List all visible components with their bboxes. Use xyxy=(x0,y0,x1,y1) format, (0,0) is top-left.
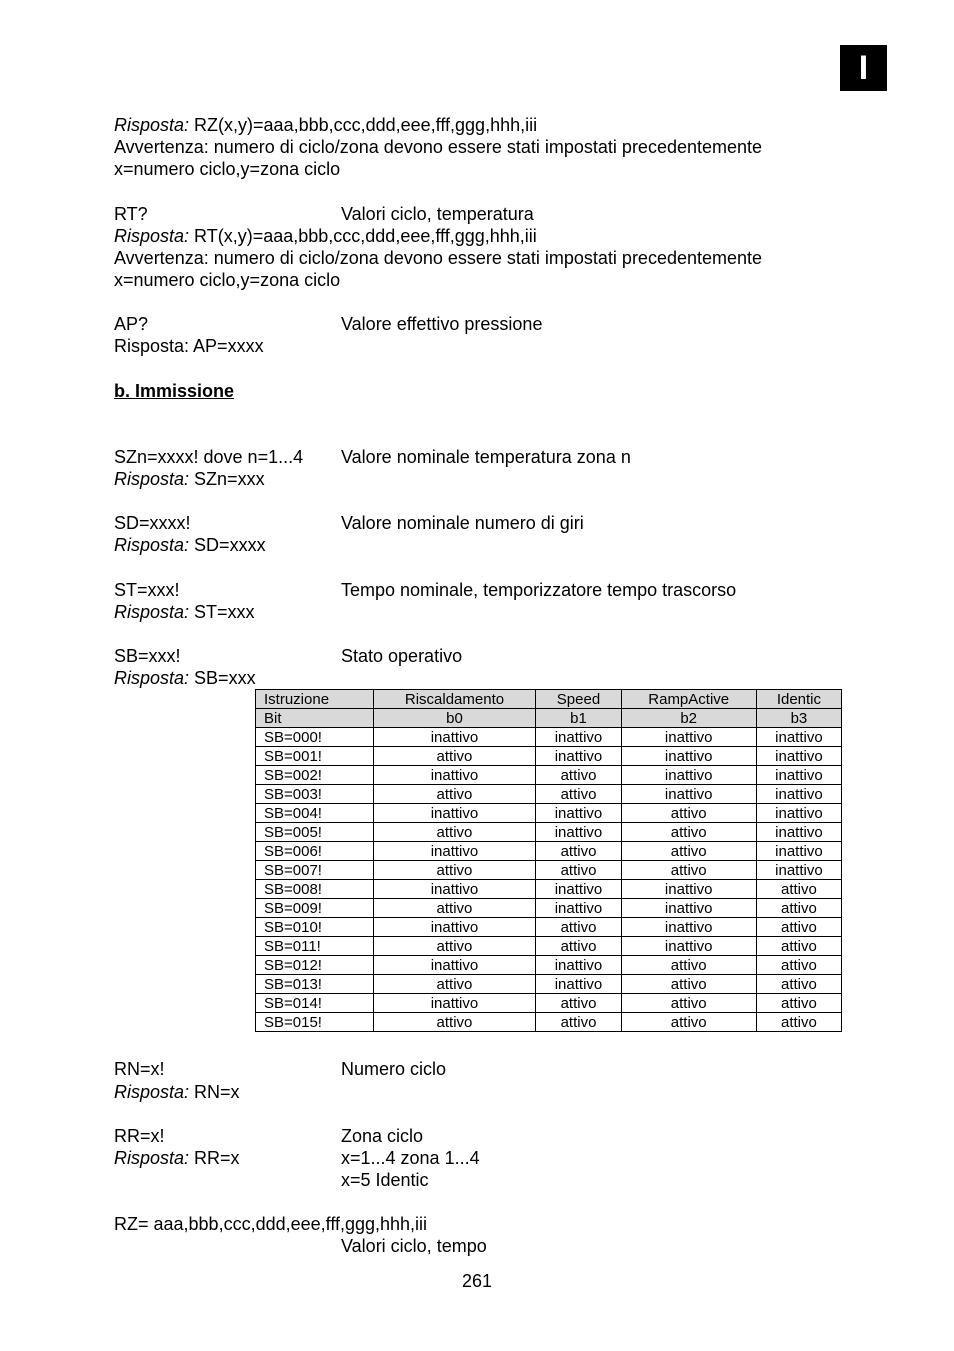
table-row xyxy=(256,994,842,1013)
state-cell: inattivo xyxy=(756,804,841,823)
response-value: RZ(x,y)=aaa,bbb,ccc,ddd,eee,fff,ggg,hhh,iii xyxy=(189,115,538,135)
rz-set-description: Valori ciclo, tempo xyxy=(341,1236,487,1256)
state-cell: attivo xyxy=(621,861,756,880)
header-cell: Speed xyxy=(536,690,621,709)
instruction-cell: SB=015! xyxy=(256,1013,374,1032)
state-cell: attivo xyxy=(373,785,536,804)
state-cell: attivo xyxy=(373,975,536,994)
state-cell: inattivo xyxy=(536,899,621,918)
state-cell: inattivo xyxy=(756,728,841,747)
rt-xy-note: x=numero ciclo,y=zona ciclo xyxy=(114,270,341,290)
szn-command: SZn=xxxx! dove n=1...4 xyxy=(114,447,304,467)
state-cell: inattivo xyxy=(756,861,841,880)
state-cell: inattivo xyxy=(621,880,756,899)
state-cell: inattivo xyxy=(756,785,841,804)
bit-cell: b2 xyxy=(621,709,756,728)
rt-response xyxy=(114,225,537,247)
szn-response xyxy=(114,468,265,490)
instruction-cell: SB=003! xyxy=(256,785,374,804)
state-cell: inattivo xyxy=(373,728,536,747)
state-cell: attivo xyxy=(536,842,621,861)
state-cell: inattivo xyxy=(536,747,621,766)
state-cell: attivo xyxy=(373,1013,536,1032)
state-cell: attivo xyxy=(536,1013,621,1032)
state-cell: attivo xyxy=(756,975,841,994)
instruction-cell: SB=007! xyxy=(256,861,374,880)
instruction-cell: SB=014! xyxy=(256,994,374,1013)
state-cell: inattivo xyxy=(373,918,536,937)
sb-command: SB=xxx! xyxy=(114,646,181,666)
state-cell: inattivo xyxy=(536,975,621,994)
instruction-cell: SB=000! xyxy=(256,728,374,747)
instruction-cell: SB=013! xyxy=(256,975,374,994)
table-row xyxy=(256,728,842,747)
instruction-cell: SB=010! xyxy=(256,918,374,937)
table-row xyxy=(256,899,842,918)
rz-response xyxy=(114,114,537,136)
state-cell: attivo xyxy=(373,823,536,842)
state-cell: attivo xyxy=(373,861,536,880)
table-row xyxy=(256,880,842,899)
table-row xyxy=(256,842,842,861)
state-cell: inattivo xyxy=(373,880,536,899)
sb-description: Stato operativo xyxy=(341,646,463,666)
rt-description: Valori ciclo, temperatura xyxy=(341,204,534,224)
state-cell: attivo xyxy=(621,975,756,994)
state-cell: attivo xyxy=(373,899,536,918)
instruction-cell: SB=008! xyxy=(256,880,374,899)
rz-xy-note: x=numero ciclo,y=zona ciclo xyxy=(114,159,341,179)
response-label: Risposta: xyxy=(114,602,190,622)
state-cell: attivo xyxy=(536,994,621,1013)
state-cell: inattivo xyxy=(621,747,756,766)
response-value: RN=x xyxy=(189,1082,240,1102)
state-cell: attivo xyxy=(621,804,756,823)
state-cell: inattivo xyxy=(756,747,841,766)
rr-command: RR=x! xyxy=(114,1126,165,1146)
st-response xyxy=(114,601,255,623)
response-label: Risposta: xyxy=(114,469,190,489)
state-cell: inattivo xyxy=(621,785,756,804)
state-cell: attivo xyxy=(756,937,841,956)
header-cell: Riscaldamento xyxy=(373,690,536,709)
instruction-cell: SB=012! xyxy=(256,956,374,975)
st-command: ST=xxx! xyxy=(114,580,180,600)
state-cell: inattivo xyxy=(621,918,756,937)
state-cell: inattivo xyxy=(536,880,621,899)
table-row xyxy=(256,975,842,994)
rn-description: Numero ciclo xyxy=(341,1059,447,1079)
state-cell: attivo xyxy=(756,994,841,1013)
response-value: ST=xxx xyxy=(189,602,255,622)
instruction-cell: SB=005! xyxy=(256,823,374,842)
state-cell: attivo xyxy=(756,956,841,975)
state-cell: attivo xyxy=(536,937,621,956)
table-row xyxy=(256,861,842,880)
response-value: SD=xxxx xyxy=(189,535,266,555)
sd-command: SD=xxxx! xyxy=(114,513,191,533)
page-number: 261 xyxy=(461,1271,493,1291)
table-row xyxy=(256,823,842,842)
bit-cell: b0 xyxy=(373,709,536,728)
header-cell: Istruzione xyxy=(256,690,374,709)
state-cell: attivo xyxy=(536,766,621,785)
rr-x5-note: x=5 Identic xyxy=(341,1170,429,1190)
response-value: SB=xxx xyxy=(189,668,256,688)
rr-x-range-note: x=1...4 zona 1...4 xyxy=(341,1148,480,1168)
szn-description: Valore nominale temperatura zona n xyxy=(341,447,631,467)
state-cell: attivo xyxy=(536,785,621,804)
state-cell: attivo xyxy=(756,880,841,899)
bit-cell: b1 xyxy=(536,709,621,728)
state-cell: inattivo xyxy=(536,823,621,842)
state-cell: attivo xyxy=(621,842,756,861)
state-cell: inattivo xyxy=(373,804,536,823)
table-row xyxy=(256,1013,842,1032)
state-cell: inattivo xyxy=(536,956,621,975)
table-header-row xyxy=(256,690,842,709)
state-cell: attivo xyxy=(621,956,756,975)
state-cell: attivo xyxy=(756,899,841,918)
state-cell: inattivo xyxy=(536,804,621,823)
rt-command: RT? xyxy=(114,204,148,224)
sb-status-table xyxy=(255,689,842,1032)
table-row xyxy=(256,804,842,823)
ap-response: Risposta: AP=xxxx xyxy=(114,336,264,356)
st-description: Tempo nominale, temporizzatore tempo trascorso xyxy=(341,580,737,600)
ap-command: AP? xyxy=(114,314,149,334)
state-cell: attivo xyxy=(373,937,536,956)
table-row xyxy=(256,747,842,766)
state-cell: attivo xyxy=(536,861,621,880)
instruction-cell: SB=006! xyxy=(256,842,374,861)
instruction-cell: SB=004! xyxy=(256,804,374,823)
rr-response xyxy=(114,1147,240,1169)
table-row xyxy=(256,785,842,804)
response-label: Risposta: xyxy=(114,535,190,555)
state-cell: attivo xyxy=(756,918,841,937)
state-cell: inattivo xyxy=(621,899,756,918)
rz-warning: Avvertenza: numero di ciclo/zona devono essere stati impostati precedentemente xyxy=(114,137,763,157)
response-label: Risposta: xyxy=(114,668,190,688)
bit-cell: b3 xyxy=(756,709,841,728)
language-tab-marker: I xyxy=(840,45,887,91)
table-row xyxy=(256,937,842,956)
response-label: Risposta: xyxy=(114,1148,190,1168)
table-bit-row xyxy=(256,709,842,728)
state-cell: attivo xyxy=(756,1013,841,1032)
state-cell: inattivo xyxy=(373,956,536,975)
rn-response xyxy=(114,1081,240,1103)
state-cell: inattivo xyxy=(536,728,621,747)
instruction-cell: SB=011! xyxy=(256,937,374,956)
sd-response xyxy=(114,534,266,556)
section-heading: b. Immissione xyxy=(114,381,235,401)
response-label: Risposta: xyxy=(114,1082,190,1102)
state-cell: inattivo xyxy=(621,937,756,956)
state-cell: attivo xyxy=(621,994,756,1013)
table-row xyxy=(256,766,842,785)
state-cell: inattivo xyxy=(621,728,756,747)
state-cell: inattivo xyxy=(373,842,536,861)
response-label: Risposta: xyxy=(114,226,190,246)
response-value: RR=x xyxy=(189,1148,240,1168)
state-cell: inattivo xyxy=(756,842,841,861)
rz-set-command: RZ= aaa,bbb,ccc,ddd,eee,fff,ggg,hhh,iii xyxy=(114,1214,428,1234)
header-cell: Identic xyxy=(756,690,841,709)
state-cell: inattivo xyxy=(373,766,536,785)
table-row xyxy=(256,918,842,937)
state-cell: inattivo xyxy=(756,823,841,842)
rr-description: Zona ciclo xyxy=(341,1126,424,1146)
state-cell: inattivo xyxy=(756,766,841,785)
response-label: Risposta: xyxy=(114,115,190,135)
instruction-cell: SB=009! xyxy=(256,899,374,918)
bit-cell: Bit xyxy=(256,709,374,728)
rn-command: RN=x! xyxy=(114,1059,165,1079)
state-cell: attivo xyxy=(621,1013,756,1032)
state-cell: attivo xyxy=(536,918,621,937)
response-value: SZn=xxx xyxy=(189,469,265,489)
sd-description: Valore nominale numero di giri xyxy=(341,513,584,533)
ap-description: Valore effettivo pressione xyxy=(341,314,543,334)
state-cell: attivo xyxy=(621,823,756,842)
state-cell: attivo xyxy=(373,747,536,766)
response-value: RT(x,y)=aaa,bbb,ccc,ddd,eee,fff,ggg,hhh,iii xyxy=(189,226,537,246)
state-cell: inattivo xyxy=(621,766,756,785)
sb-response xyxy=(114,667,256,689)
instruction-cell: SB=002! xyxy=(256,766,374,785)
state-cell: inattivo xyxy=(373,994,536,1013)
table-row xyxy=(256,956,842,975)
instruction-cell: SB=001! xyxy=(256,747,374,766)
header-cell: RampActive xyxy=(621,690,756,709)
rt-warning: Avvertenza: numero di ciclo/zona devono essere stati impostati precedentemente xyxy=(114,248,763,268)
